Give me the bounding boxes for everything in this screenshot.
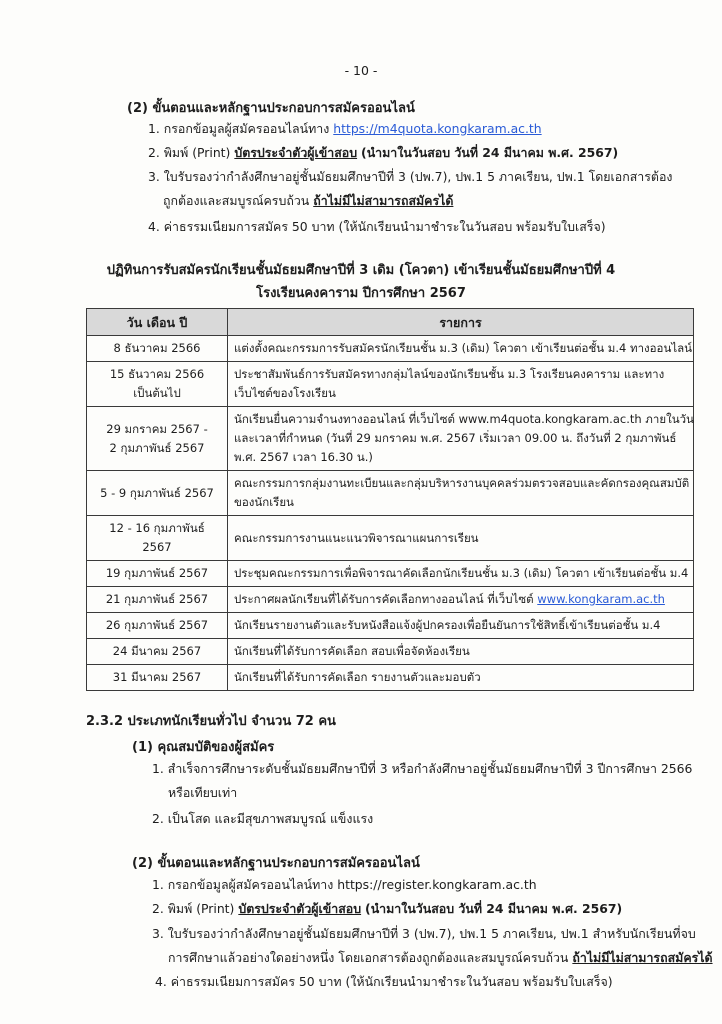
table-row bbox=[87, 407, 694, 471]
row-date: 21 กุมภาพันธ์ 2567 bbox=[87, 587, 228, 613]
step-3-bold: ถ้าไม่มีไม่สามารถสมัครได้ bbox=[572, 950, 713, 965]
schedule-title-line-1: ปฏิทินการรับสมัครนักเรียนชั้นมัธยมศึกษาปีที่ 3 เดิม (โควตา) เข้าเรียนชั้นมัธยมศึกษาปีที่ 4 bbox=[106, 263, 616, 278]
row-date: 8 ธันวาคม 2566 bbox=[87, 336, 228, 362]
row-date: 12 - 16 กุมภาพันธ์ 2567 bbox=[87, 516, 228, 561]
row-date: 19 กุมภาพันธ์ 2567 bbox=[87, 561, 228, 587]
step-4: 4. ค่าธรรมเนียมการสมัคร 50 บาท (ให้นักเรียนนำมาชำระในวันสอบ พร้อมรับใบเสร็จ) bbox=[155, 974, 613, 989]
table-row bbox=[87, 613, 694, 639]
qualification-2: 2. เป็นโสด และมีสุขภาพสมบูรณ์ แข็งแรง bbox=[152, 811, 374, 826]
row-date: 31 มีนาคม 2567 bbox=[87, 665, 228, 691]
section-a-item-4: 4. ค่าธรรมเนียมการสมัคร 50 บาท (ให้นักเรียนนำมาชำระในวันสอบ พร้อมรับใบเสร็จ) bbox=[148, 219, 606, 234]
row-desc: ประกาศผลนักเรียนที่ได้รับการคัดเลือกทางออนไลน์ ที่เว็บไซต์ www.kongkaram.ac.th bbox=[228, 587, 694, 613]
header-date: วัน เดือน ปี bbox=[87, 309, 228, 336]
row-date: 26 กุมภาพันธ์ 2567 bbox=[87, 613, 228, 639]
step-3-prefix: การศึกษาแล้วอย่างใดอย่างหนึ่ง โดยเอกสารต้องถูกต้องและสมบูรณ์ครบถ้วน bbox=[168, 950, 569, 965]
item-2-prefix: 2. พิมพ์ (Print) bbox=[148, 145, 231, 160]
page-number: - 10 - bbox=[344, 63, 378, 78]
row-date: 29 มกราคม 2567 - 2 กุมภาพันธ์ 2567 bbox=[87, 407, 228, 471]
row-desc: ประชุมคณะกรรมการเพื่อพิจารณาคัดเลือกนักเรียนชั้น ม.3 (เดิม) โควตา เข้าเรียนต่อชั้น ม.4 bbox=[228, 561, 694, 587]
section-a-item-3-line-2 bbox=[163, 192, 453, 211]
row-desc: ประชาสัมพันธ์การรับสมัครทางกลุ่มไลน์ของนักเรียนชั้น ม.3 โรงเรียนคงคาราม และทาง เว็บไซต์ของโรงเรียน bbox=[228, 362, 694, 407]
table-row bbox=[87, 639, 694, 665]
table-row bbox=[87, 665, 694, 691]
step-1: 1. กรอกข้อมูลผู้สมัครออนไลน์ทาง https://register.kongkaram.ac.th bbox=[152, 877, 537, 892]
item-1-text: 1. กรอกข้อมูลผู้สมัครออนไลน์ทาง bbox=[148, 121, 330, 136]
schedule-title-line-2: โรงเรียนคงคาราม ปีการศึกษา 2567 bbox=[256, 286, 466, 301]
step-2 bbox=[152, 900, 622, 919]
step-3-line-2 bbox=[168, 949, 713, 968]
row-desc: นักเรียนที่ได้รับการคัดเลือก รายงานตัวและมอบตัว bbox=[228, 665, 694, 691]
section-a-heading: (2) ขั้นตอนและหลักฐานประกอบการสมัครออนไลน์ bbox=[127, 101, 415, 116]
row-date: 24 มีนาคม 2567 bbox=[87, 639, 228, 665]
row-date: 5 - 9 กุมภาพันธ์ 2567 bbox=[87, 471, 228, 516]
row-desc: นักเรียนที่ได้รับการคัดเลือก สอบเพื่อจัดห้องเรียน bbox=[228, 639, 694, 665]
row-desc: นักเรียนรายงานตัวและรับหนังสือแจ้งผู้ปกครองเพื่อยืนยันการใช้สิทธิ์เข้าเรียนต่อชั้น ม.4 bbox=[228, 613, 694, 639]
qualification-1-line-2: หรือเทียบเท่า bbox=[168, 785, 238, 800]
section-a-item-2 bbox=[148, 144, 618, 163]
step-2-bold-underline: บัตรประจำตัวผู้เข้าสอบ bbox=[238, 901, 362, 916]
step-3-line-1: 3. ใบรับรองว่ากำลังศึกษาอยู่ชั้นมัธยมศึกษาปีที่ 3 (ปพ.7), ปพ.1 5 ภาคเรียน, ปพ.1 สำหรับนักเรียนที่จบ bbox=[152, 926, 696, 941]
row-desc: แต่งตั้งคณะกรรมการรับสมัครนักเรียนชั้น ม.3 (เดิม) โควตา เข้าเรียนต่อชั้น ม.4 ทางออนไลน์ bbox=[228, 336, 694, 362]
row-desc: คณะกรรมการงานแนะแนวพิจารณาแผนการเรียน bbox=[228, 516, 694, 561]
step-2-bold: (นำมาในวันสอบ วันที่ 24 มีนาคม พ.ศ. 2567) bbox=[365, 901, 623, 916]
table-row bbox=[87, 561, 694, 587]
section-a-item-1 bbox=[148, 120, 542, 139]
header-item: รายการ bbox=[228, 309, 694, 336]
row-date: 15 ธันวาคม 2566 เป็นต้นไป bbox=[87, 362, 228, 407]
table-row bbox=[87, 516, 694, 561]
qualification-heading: (1) คุณสมบัติของผู้สมัคร bbox=[132, 740, 275, 755]
table-header-row bbox=[87, 309, 694, 336]
item-3-bold: ถ้าไม่มีไม่สามารถสมัครได้ bbox=[313, 193, 454, 208]
table-row bbox=[87, 336, 694, 362]
table-row bbox=[87, 587, 694, 613]
row-desc: นักเรียนยื่นความจำนงทางออนไลน์ ที่เว็บไซต์ www.m4quota.kongkaram.ac.th ภายในวัน และเวลาที่กำหนด (วันที่ 29 มกราคม พ.ศ. 2567 เริ่มเวลา 09.00 น. ถึงวันที่ 2 กุมภาพันธ์ พ.ศ. 2567 เวลา 16.30 น.) bbox=[228, 407, 694, 471]
section-b-heading: 2.3.2 ประเภทนักเรียนทั่วไป จำนวน 72 คน bbox=[86, 714, 336, 729]
table-row bbox=[87, 362, 694, 407]
kongkaram-link[interactable]: www.kongkaram.ac.th bbox=[537, 592, 665, 606]
item-3-prefix: ถูกต้องและสมบูรณ์ครบถ้วน bbox=[163, 193, 310, 208]
steps-heading: (2) ขั้นตอนและหลักฐานประกอบการสมัครออนไลน์ bbox=[132, 856, 420, 871]
step-2-prefix: 2. พิมพ์ (Print) bbox=[152, 901, 235, 916]
m4quota-link[interactable]: https://m4quota.kongkaram.ac.th bbox=[333, 121, 542, 136]
section-a-item-3-line-1: 3. ใบรับรองว่ากำลังศึกษาอยู่ชั้นมัธยมศึกษาปีที่ 3 (ปพ.7), ปพ.1 5 ภาคเรียน, ปพ.1 โดยเอกสารต้อง bbox=[148, 169, 673, 184]
schedule-table bbox=[86, 308, 694, 691]
qualification-1-line-1: 1. สำเร็จการศึกษาระดับชั้นมัธยมศึกษาปีที่ 3 หรือกำลังศึกษาอยู่ชั้นมัธยมศึกษาปีที่ 3 ปีการศึกษา 2566 bbox=[152, 761, 693, 776]
table-row bbox=[87, 471, 694, 516]
item-2-bold: (นำมาในวันสอบ วันที่ 24 มีนาคม พ.ศ. 2567) bbox=[361, 145, 619, 160]
row-desc: คณะกรรมการกลุ่มงานทะเบียนและกลุ่มบริหารงานบุคคลร่วมตรวจสอบและคัดกรองคุณสมบัติ ของนักเรียน bbox=[228, 471, 694, 516]
item-2-bold-underline: บัตรประจำตัวผู้เข้าสอบ bbox=[234, 145, 358, 160]
